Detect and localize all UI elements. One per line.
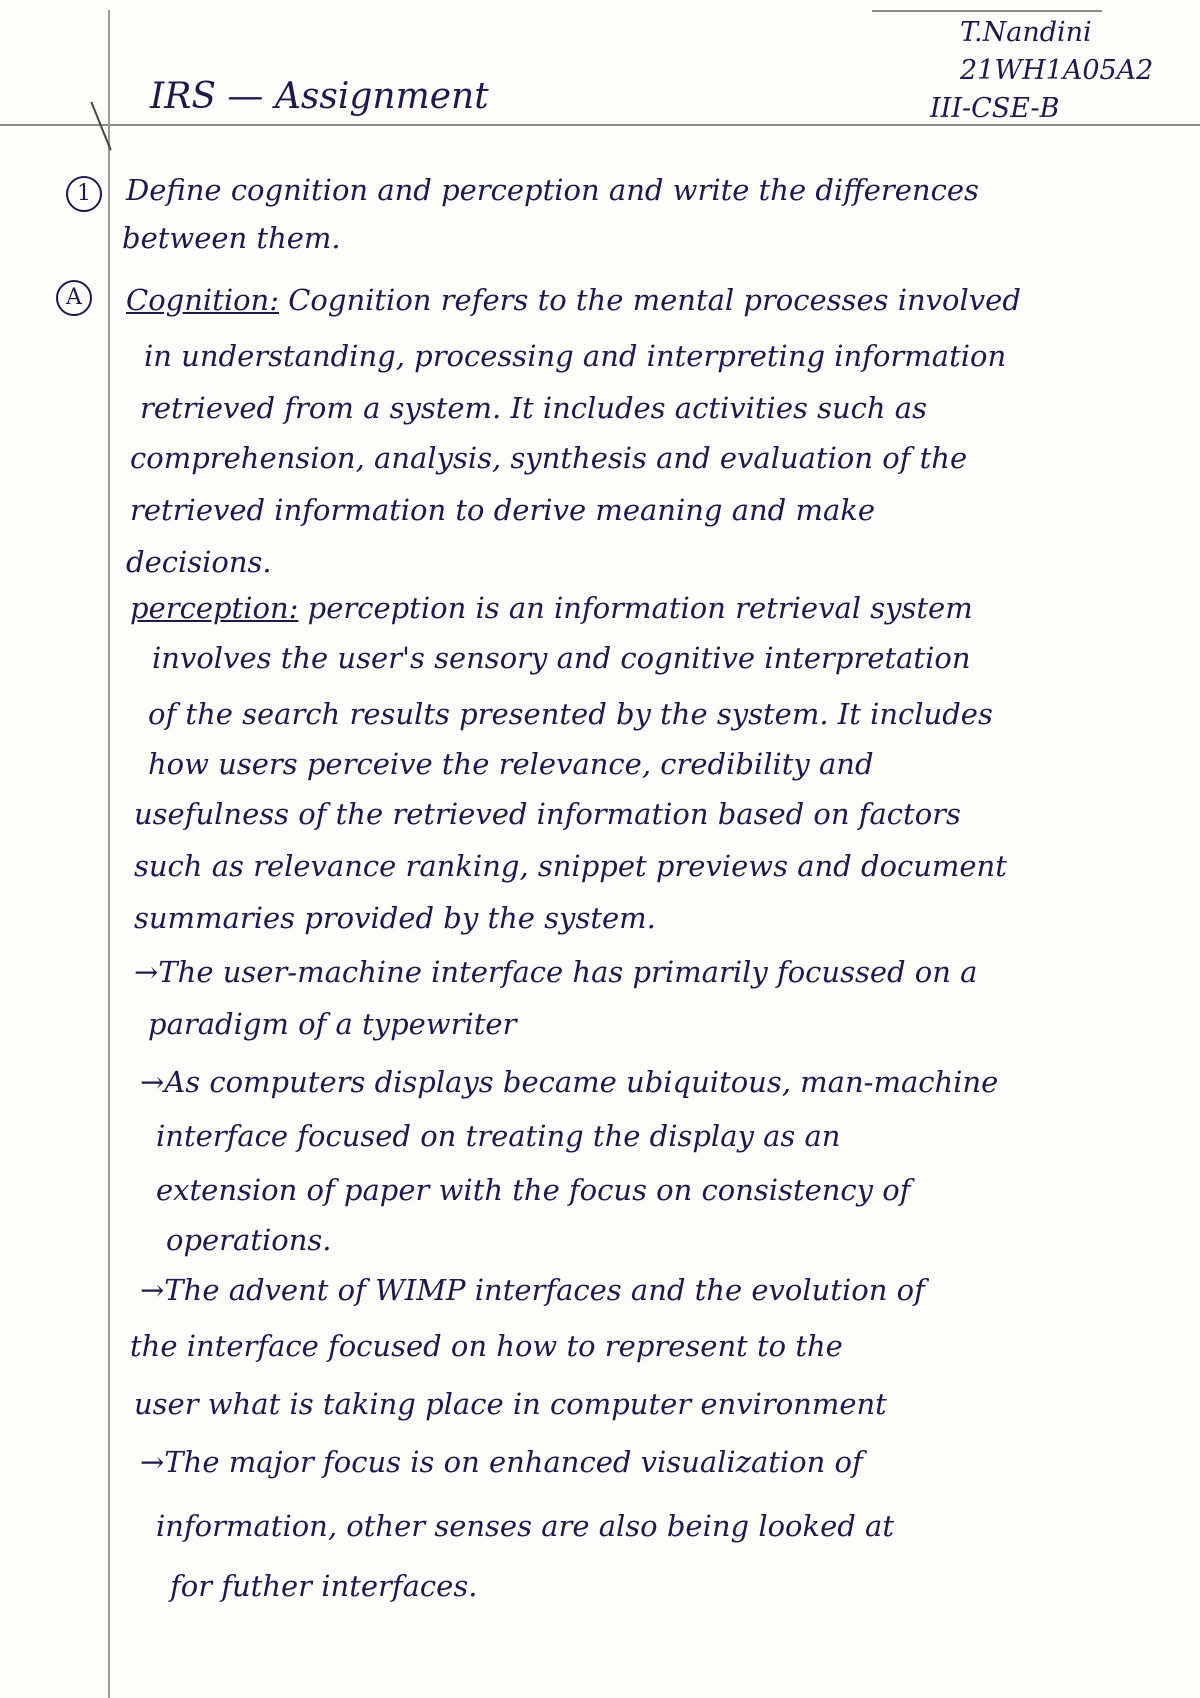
answer-line: retrieved from a system. It includes activities such as — [140, 391, 927, 425]
student-name: T.Nandini — [960, 17, 1092, 48]
answer-line: such as relevance ranking, snippet previews and document — [134, 849, 1007, 883]
answer-line: →The major focus is on enhanced visualization of — [140, 1445, 863, 1479]
header-top-rule — [872, 10, 1102, 12]
student-info — [930, 14, 1153, 128]
answer-line: operations. — [166, 1223, 332, 1257]
answer-marker: A — [56, 280, 92, 316]
answer-line: →The advent of WIMP interfaces and the evolution of — [140, 1273, 925, 1307]
answer-line: decisions. — [126, 545, 272, 579]
cognition-term: Cognition: — [126, 283, 280, 317]
answer-line: how users perceive the relevance, credibility and — [148, 747, 874, 781]
answer-line: the interface focused on how to represent to the — [130, 1329, 843, 1363]
answer-line: retrieved information to derive meaning and make — [130, 493, 875, 527]
question-marker: 1 — [66, 176, 102, 212]
perception-term: perception: — [130, 591, 299, 625]
answer-line: paradigm of a typewriter — [148, 1007, 517, 1041]
answer-line: for futher interfaces. — [170, 1569, 478, 1603]
answer-line — [130, 591, 973, 625]
answer-line: of the search results presented by the system. It includes — [148, 697, 993, 731]
answer-line: usefulness of the retrieved information based on factors — [134, 797, 961, 831]
roll-number: 21WH1A05A2 — [960, 55, 1154, 86]
answer-line: summaries provided by the system. — [134, 901, 656, 935]
answer-line: information, other senses are also being looked at — [156, 1509, 894, 1543]
perception-text: perception is an information retrieval system — [307, 591, 973, 625]
page-title: IRS — Assignment — [150, 76, 489, 117]
question-line: between them. — [122, 221, 341, 255]
margin-line — [108, 10, 110, 1698]
answer-line: →As computers displays became ubiquitous, man-machine — [140, 1065, 999, 1099]
question-line: Define cognition and perception and write the differences — [126, 173, 979, 207]
answer-line: interface focused on treating the display as an — [156, 1119, 841, 1153]
answer-line: extension of paper with the focus on consistency of — [156, 1173, 911, 1207]
answer-line: comprehension, analysis, synthesis and evaluation of the — [130, 441, 968, 475]
answer-line: user what is taking place in computer environment — [134, 1387, 887, 1421]
cognition-text: Cognition refers to the mental processes involved — [288, 283, 1021, 317]
answer-line: →The user-machine interface has primarily focussed on a — [134, 955, 978, 989]
answer-line: involves the user's sensory and cognitive interpretation — [152, 641, 971, 675]
class-section: III-CSE-B — [930, 93, 1060, 124]
answer-line: in understanding, processing and interpreting information — [144, 339, 1007, 373]
answer-line — [126, 283, 1021, 317]
